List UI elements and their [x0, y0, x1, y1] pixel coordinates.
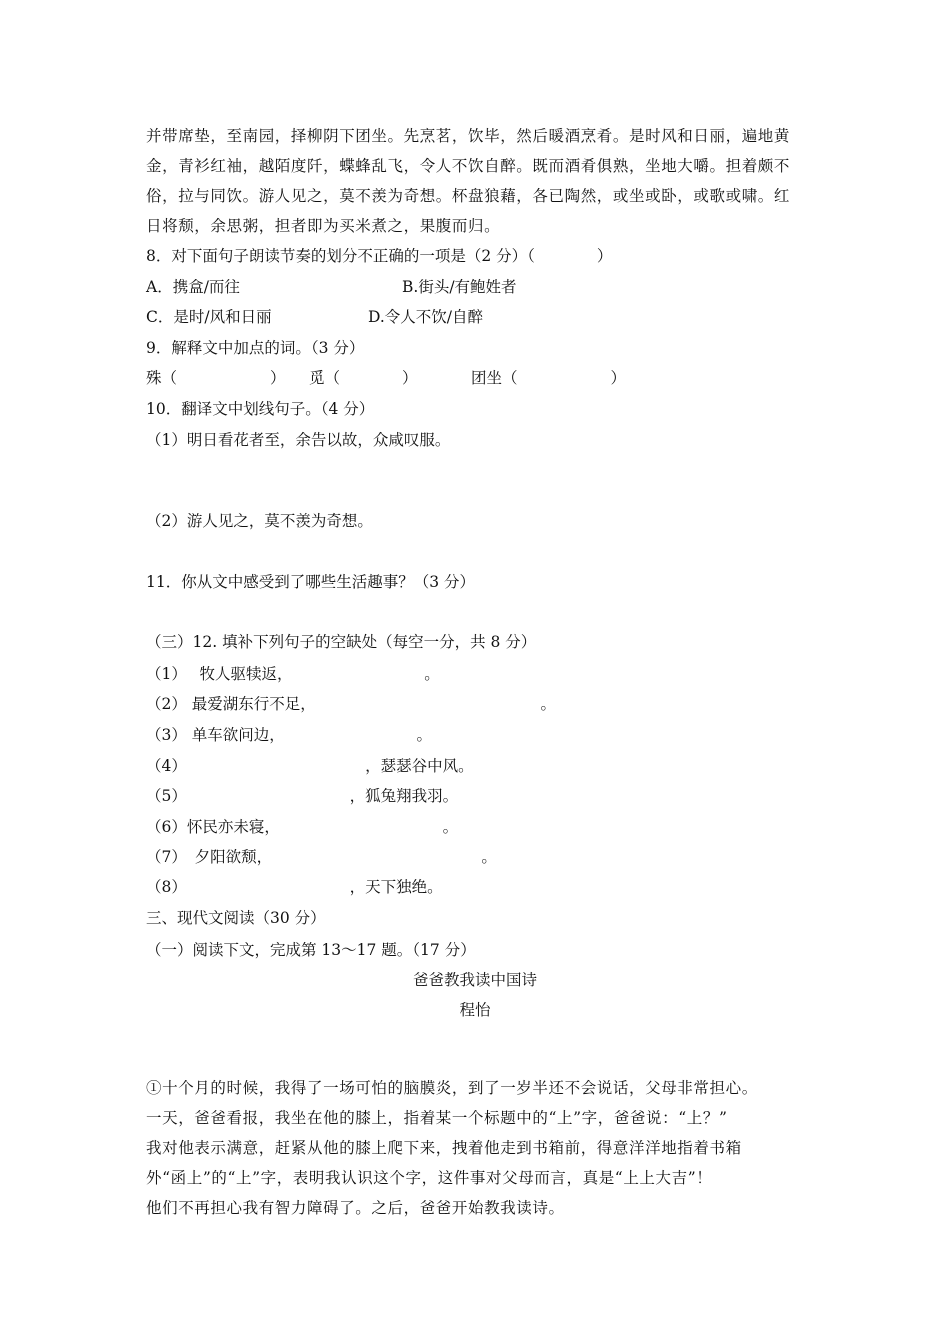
question-9-stem: 9．解释文中加点的词。（3 分） — [146, 339, 365, 357]
article-author: 程怡 — [459, 1001, 491, 1019]
option-c: C．是时/风和日丽 — [146, 308, 272, 326]
passage-line: 俗，拉与同饮。游人见之，莫不羡为奇想。杯盘狼藉，各已陶然，或坐或卧，或歌或啸。红 — [146, 187, 791, 205]
fill-blank-item: （4） ，瑟瑟谷中风。 — [146, 757, 474, 775]
fill-blank-item: （8） ，天下独绝。 — [146, 878, 443, 896]
paragraph-line: 我对他表示满意，赶紧从他的膝上爬下来，拽着他走到书箱前，得意洋洋地指着书箱 — [146, 1139, 742, 1157]
question-8-options-cd — [146, 307, 846, 327]
section-subheading: （一）阅读下文，完成第 13～17 题。（17 分） — [146, 941, 476, 959]
paragraph-line: 他们不再担心我有智力障碍了。之后，爸爸开始教我读诗。 — [146, 1199, 565, 1217]
option-d: D.令人不饮/自醉 — [368, 308, 484, 326]
question-8-stem: 8．对下面句子朗读节奏的划分不正确的一项是（2 分）（ ） — [146, 247, 613, 265]
word-blank-1: 殊（ ） — [146, 369, 286, 387]
fill-blank-item: （3） 单车欲问边， 。 — [146, 726, 433, 744]
option-a: A．携盒/而往 — [146, 278, 240, 296]
question-10-stem: 10．翻译文中划线句子。（4 分） — [146, 400, 375, 418]
paragraph-line: 外“函上”的“上”字，表明我认识这个字，这件事对父母而言，真是“上上大吉”！ — [146, 1169, 713, 1187]
word-blank-3: 团坐（ ） — [471, 369, 627, 387]
article-title: 爸爸教我读中国诗 — [412, 971, 537, 989]
question-10-sentence-2: （2）游人见之，莫不羡为奇想。 — [146, 512, 373, 530]
word-blank-2: 觅（ ） — [309, 369, 418, 387]
fill-blank-item: （2） 最爱湖东行不足， 。 — [146, 695, 557, 713]
passage-line: 金，青衫红袖，越陌度阡，蝶蜂乱飞，令人不饮自醉。既而酒肴俱熟，坐地大嚼。担着颇不 — [146, 157, 791, 175]
question-11-stem: 11．你从文中感受到了哪些生活趣事？（3 分） — [146, 573, 476, 591]
section-heading: 三、现代文阅读（30 分） — [146, 909, 326, 927]
question-12-stem: （三）12. 填补下列句子的空缺处（每空一分，共 8 分） — [146, 633, 537, 651]
fill-blank-item: （6）怀民亦未寝， 。 — [146, 818, 459, 836]
fill-blank-item: （1） 牧人驱犊返， 。 — [146, 665, 440, 683]
option-b: B.街头/有鲍姓者 — [402, 278, 517, 296]
question-10-sentence-1: （1）明日看花者至，余告以故，众咸叹服。 — [146, 431, 451, 449]
passage-line: 并带席垫，至南园，择柳阴下团坐。先烹茗，饮毕，然后暖酒烹肴。是时风和日丽，遍地黄 — [146, 127, 791, 145]
paragraph-line: 一天，爸爸看报，我坐在他的膝上，指着某一个标题中的“上”字，爸爸说：“上？” — [146, 1109, 728, 1127]
question-9-words — [146, 368, 846, 388]
question-8-options-ab — [146, 277, 846, 297]
fill-blank-item: （5） ，狐兔翔我羽。 — [146, 787, 459, 805]
paragraph-line: ①十个月的时候，我得了一场可怕的脑膜炎，到了一岁半还不会说话，父母非常担心。 — [146, 1079, 758, 1097]
fill-blank-item: （7） 夕阳欲颓， 。 — [146, 848, 497, 866]
passage-line: 日将颓，余思粥，担者即为买米煮之，果腹而归。 — [146, 217, 501, 235]
